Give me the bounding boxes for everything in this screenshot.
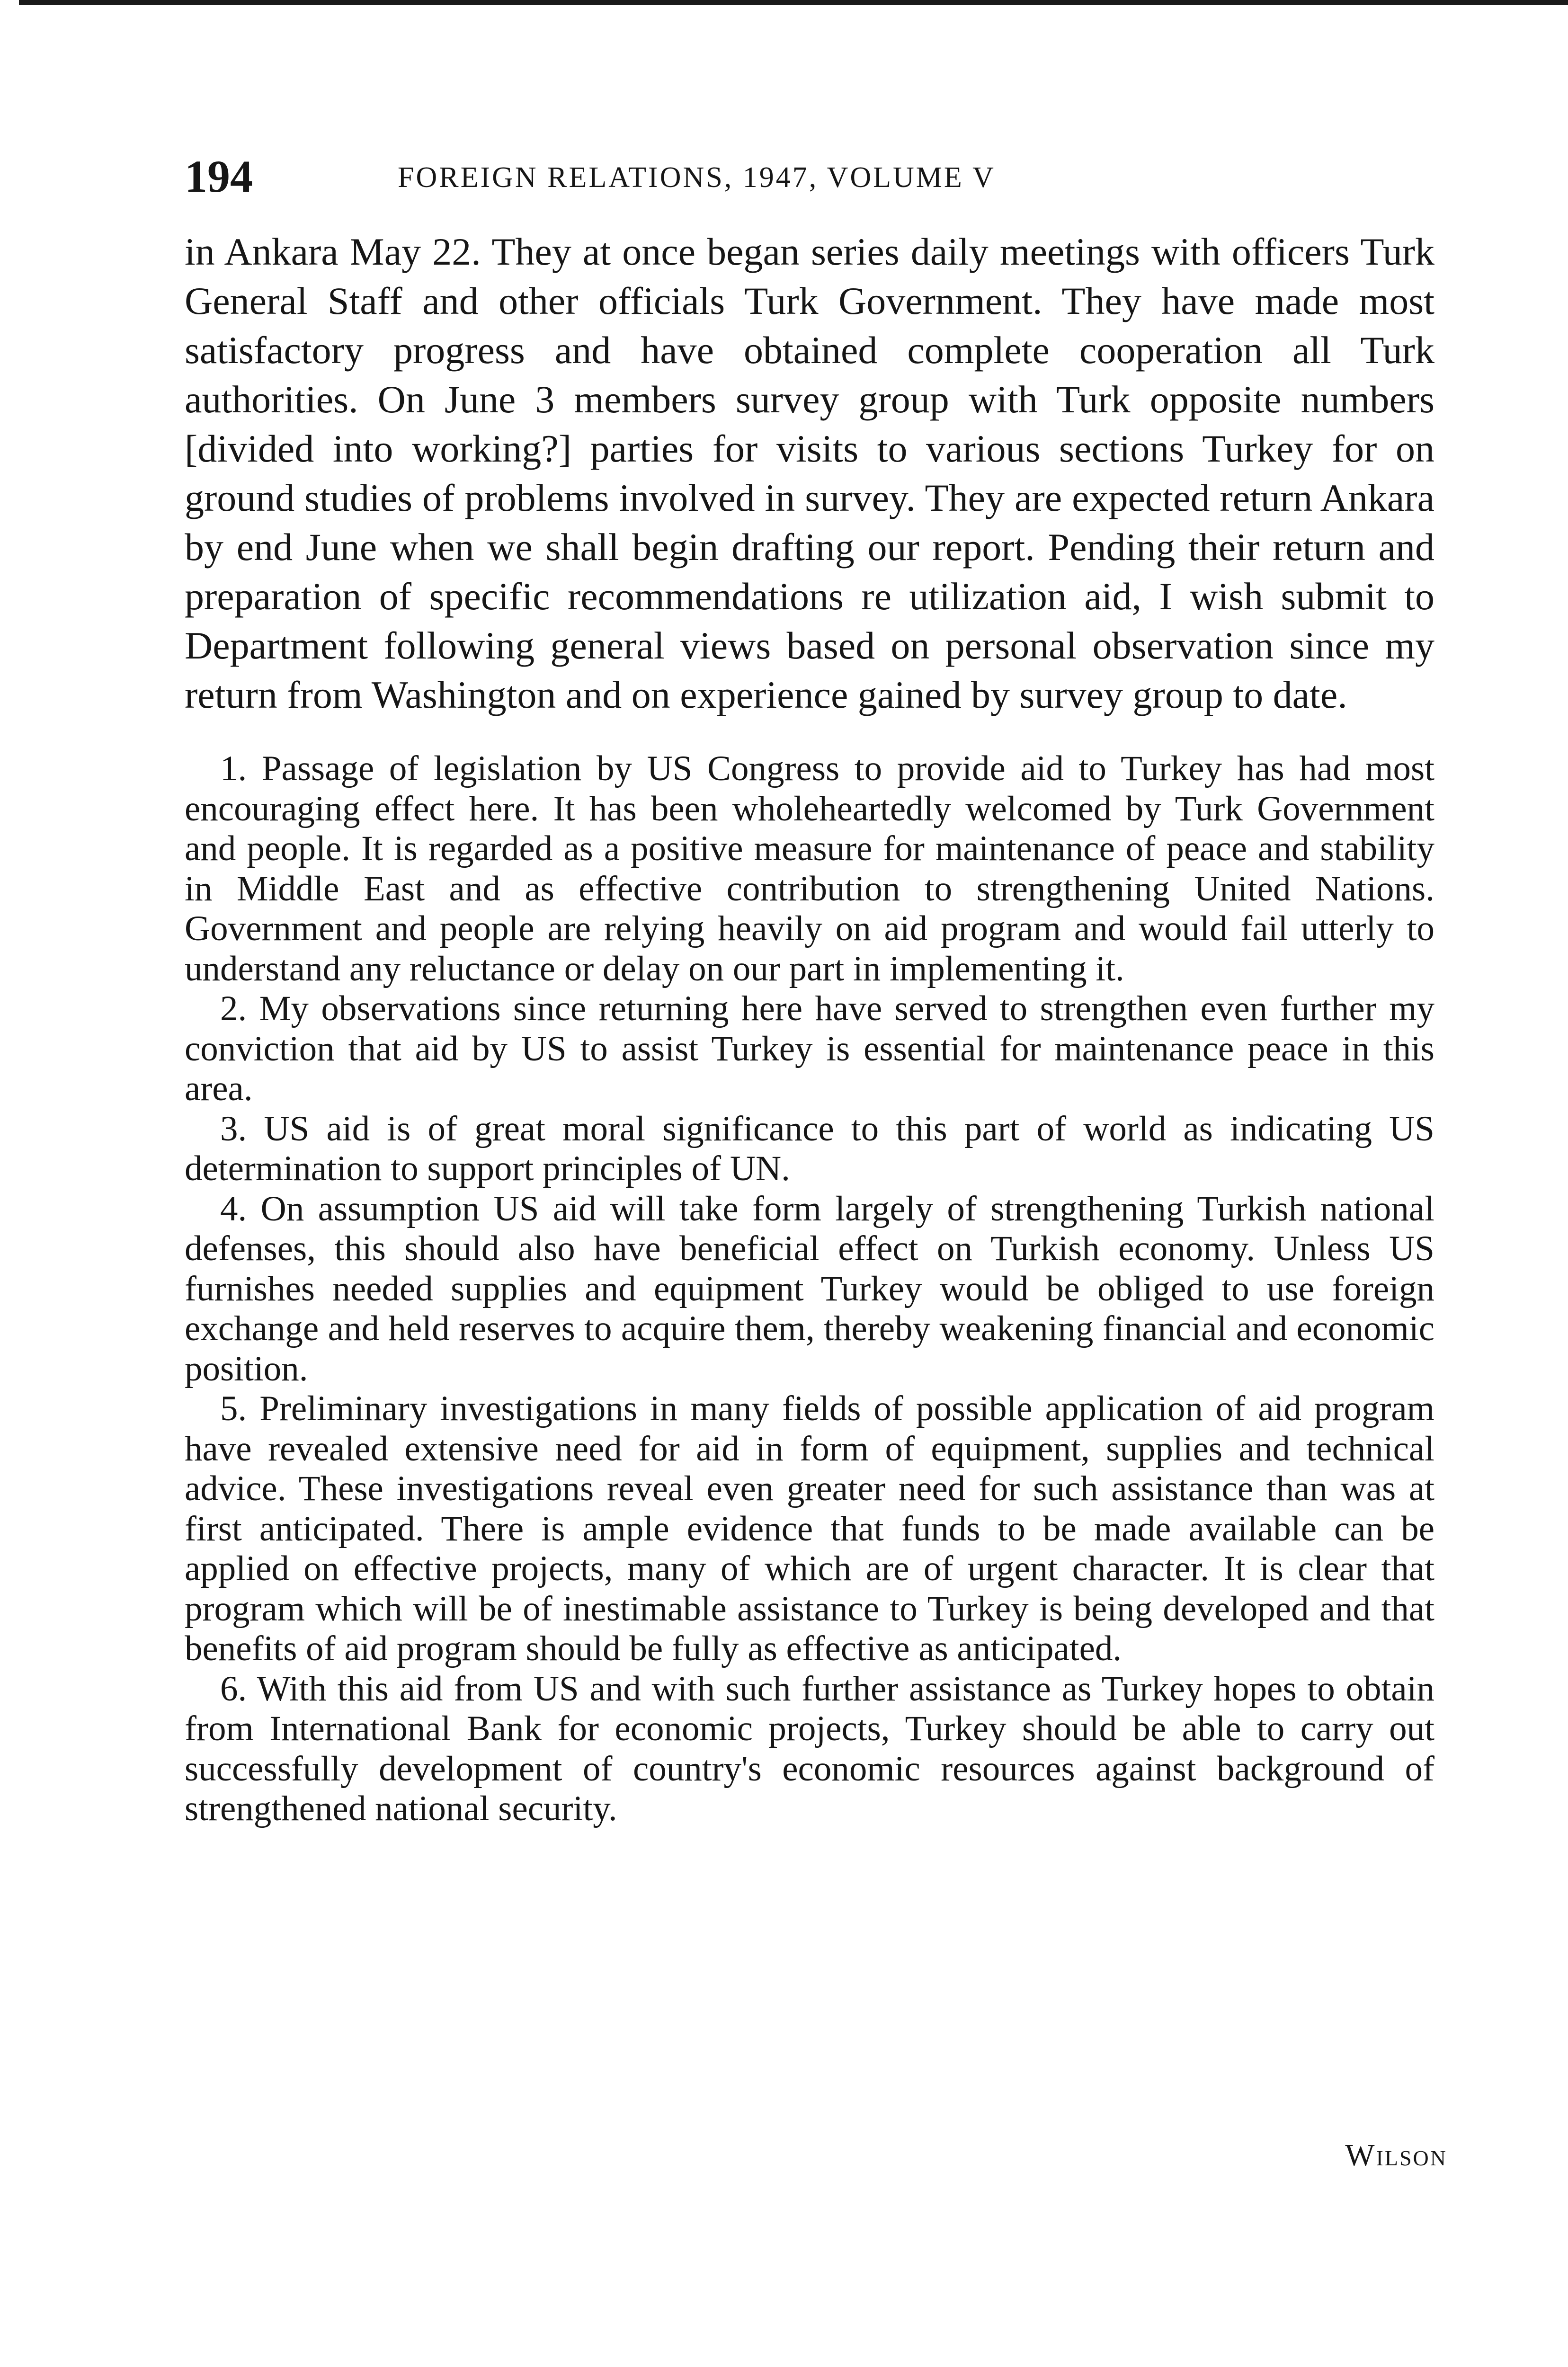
point-3: 3. US aid is of great moral significance to this part of world as indicating US determination to support principles of UN. xyxy=(185,1109,1434,1188)
point-1: 1. Passage of legislation by US Congress to provide aid to Turkey has had most encouraging effect here. It has been wholeheartedly welcomed by Turk Government and people. It is regarded as a positive measure for maintenance of peace and stability in Middle East and as effective contribution to strengthening United Nations. Government and people are relying heavily on aid program and would fail utterly to understand any reluctance or delay on our part in implementing it. xyxy=(185,749,1434,988)
page-top-edge xyxy=(19,0,1568,5)
intro-paragraph: in Ankara May 22. They at once began series daily meetings with officers Turk General Staff and other officials Turk Government. They have made most satisfactory progress and have obtained complete cooperation all Turk authorities. On June 3 members survey group with Turk opposite numbers [divided into working?] parties for visits to various sections Turkey for on ground studies of problems involved in survey. They are expected return Ankara by end June when we shall begin drafting our report. Pending their return and preparation of specific recommendations re utilization aid, I wish submit to Department following general views based on personal observation since my return from Washington and on experience gained by survey group to date. xyxy=(185,230,1434,716)
point-2: 2. My observations since returning here have served to strengthen even further my conviction that aid by US to assist Turkey is essential for maintenance peace in this area. xyxy=(185,989,1434,1108)
document-body xyxy=(185,227,1434,1829)
running-head: FOREIGN RELATIONS, 1947, VOLUME V xyxy=(398,161,996,194)
point-6: 6. With this aid from US and with such further assistance as Turkey hopes to obtain from International Bank for economic projects, Turkey should be able to carry out successfully development of country's economic resources against background of strengthened national security. xyxy=(185,1669,1434,1828)
point-5: 5. Preliminary investigations in many fields of possible application of aid program have revealed extensive need for aid in form of equipment, supplies and technical advice. These investigations reveal even greater need for such assistance than was at first anticipated. There is ample evidence that funds to be made available can be applied on effective projects, many of which are of urgent character. It is clear that program which will be of inestimable assistance to Turkey is being developed and that benefits of aid program should be fully as effective as anticipated. xyxy=(185,1389,1434,1668)
page-number: 194 xyxy=(185,151,253,202)
point-4: 4. On assumption US aid will take form largely of strengthening Turkish national defenses, this should also have beneficial effect on Turkish economy. Unless US furnishes needed supplies and equipment Turkey would be obliged to use foreign exchange and held reserves to acquire them, thereby weakening financial and economic position. xyxy=(185,1189,1434,1388)
numbered-points xyxy=(185,749,1434,1829)
signature: Wilson xyxy=(1345,2138,1447,2172)
page-header xyxy=(185,151,1444,203)
